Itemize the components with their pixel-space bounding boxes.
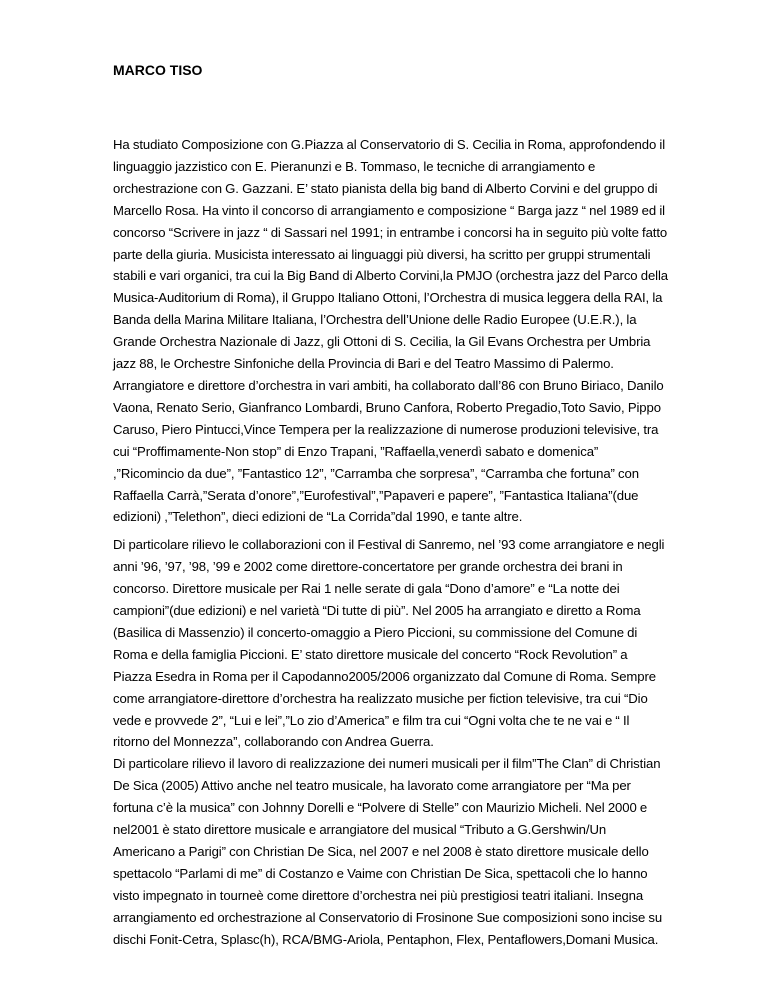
paragraph-theatre: Di particolare rilievo il lavoro di realizzazione dei numeri musicali per il film”The Clan” di Christian De Sica (2005) Attivo anche nel teatro musicale, ha lavorato come arrangiatore per “Ma per fortuna c’è la musica” con Johnny Dorelli e “Polvere di Stelle” con Maurizio Micheli. Nel 2000 e nel2001 è stato direttore musicale e arrangiatore del musical “Tributo a G.Gershwin/Un Americano a Parigi” con Christian De Sica, nel 2007 e nel 2008 è stato direttore musicale dello spettacolo “Parlami di me” di Costanzo e Vaime con Christian De Sica, spettacoli che lo hanno visto impegnato in tourneè come direttore d’orchestra nei più prestigiosi teatri italiani. Insegna arrangiamento ed orchestrazione al Conservatorio di Frosinone Sue composizioni sono incise su dischi Fonit-Cetra, Splasc(h), RCA/BMG-Ariola, Pentaphon, Flex, Pentaflowers,Domani Musica. [113,756,663,947]
document-body [113,134,669,951]
paragraph-sanremo: Di particolare rilievo le collaborazioni con il Festival di Sanremo, nel ’93 come arrangiatore e negli anni ’96, ’97, ’98, ’99 e 2002 come direttore-concertatore per grande orchestra dei brani in concorso. Direttore musicale per Rai 1 nelle serate di gala “Dono d’amore” e “La notte dei campioni”(due edizioni) e nel varietà “Di tutte di più”. Nel 2005 ha arrangiato e diretto a Roma (Basilica di Massenzio) il concerto-omaggio a Piero Piccioni, su commissione del Comune di Roma e della famiglia Piccioni. E’ stato direttore musicale del concerto “Rock Revolution” a Piazza Esedra in Roma per il Capodanno2005/2006 organizzato dal Comune di Roma. Sempre come arrangiatore-direttore d’orchestra ha realizzato musiche per fiction televisive, tra cui “Dio vede e provvede 2”, “Lui e lei”,”Lo zio d’America” e film tra cui “Ogni volta che te ne vai e “ Il ritorno del Monnezza”, collaborando con Andrea Guerra. [113,537,665,750]
document-title: MARCO TISO [113,62,203,78]
paragraph-biography-intro: Ha studiato Composizione con G.Piazza al Conservatorio di S. Cecilia in Roma, approfondendo il linguaggio jazzistico con E. Pieranunzi e B. Tommaso, le tecniche di arrangiamento e orchestrazione con G. Gazzani. E’ stato pianista della big band di Alberto Corvini e del gruppo di Marcello Rosa. Ha vinto il concorso di arrangiamento e composizione “ Barga jazz “ nel 1989 ed il concorso “Scrivere in jazz “ di Sassari nel 1991; in entrambe i concorsi ha in seguito più volte fatto parte della giuria. Musicista interessato ai linguaggi più diversi, ha scritto per gruppi strumentali stabili e vari organici, tra cui la Big Band di Alberto Corvini,la PMJO (orchestra jazz del Parco della Musica-Auditorium di Roma), il Gruppo Italiano Ottoni, l’Orchestra di musica leggera della RAI, la Banda della Marina Militare Italiana, l’Orchestra dell’Unione delle Radio Europee (U.E.R.), la Grande Orchestra Nazionale di Jazz, gli Ottoni di S. Cecilia, la Gil Evans Orchestra per Umbria jazz 88, le Orchestre Sinfoniche della Provincia di Bari e del Teatro Massimo di Palermo. Arrangiatore e direttore d’orchestra in vari ambiti, ha collaborato dall’86 con Bruno Biriaco, Danilo Vaona, Renato Serio, Gianfranco Lombardi, Bruno Canfora, Roberto Pregadio,Toto Savio, Pippo Caruso, Piero Pintucci,Vince Tempera per la realizzazione di numerose produzioni televisive, tra cui “Proffimamente-Non stop” di Enzo Trapani, ”Raffaella,venerdì sabato e domenica” ,”Ricomincio da due”, ”Fantastico 12”, ”Carramba che sorpresa”, “Carramba che fortuna” con Raffaella Carrà,”Serata d’onore”,”Eurofestival”,”Papaveri e papere”, ”Fantastica Italiana”(due edizioni) ,”Telethon”, dieci edizioni de “La Corrida”dal 1990, e tante altre. [113,137,669,525]
